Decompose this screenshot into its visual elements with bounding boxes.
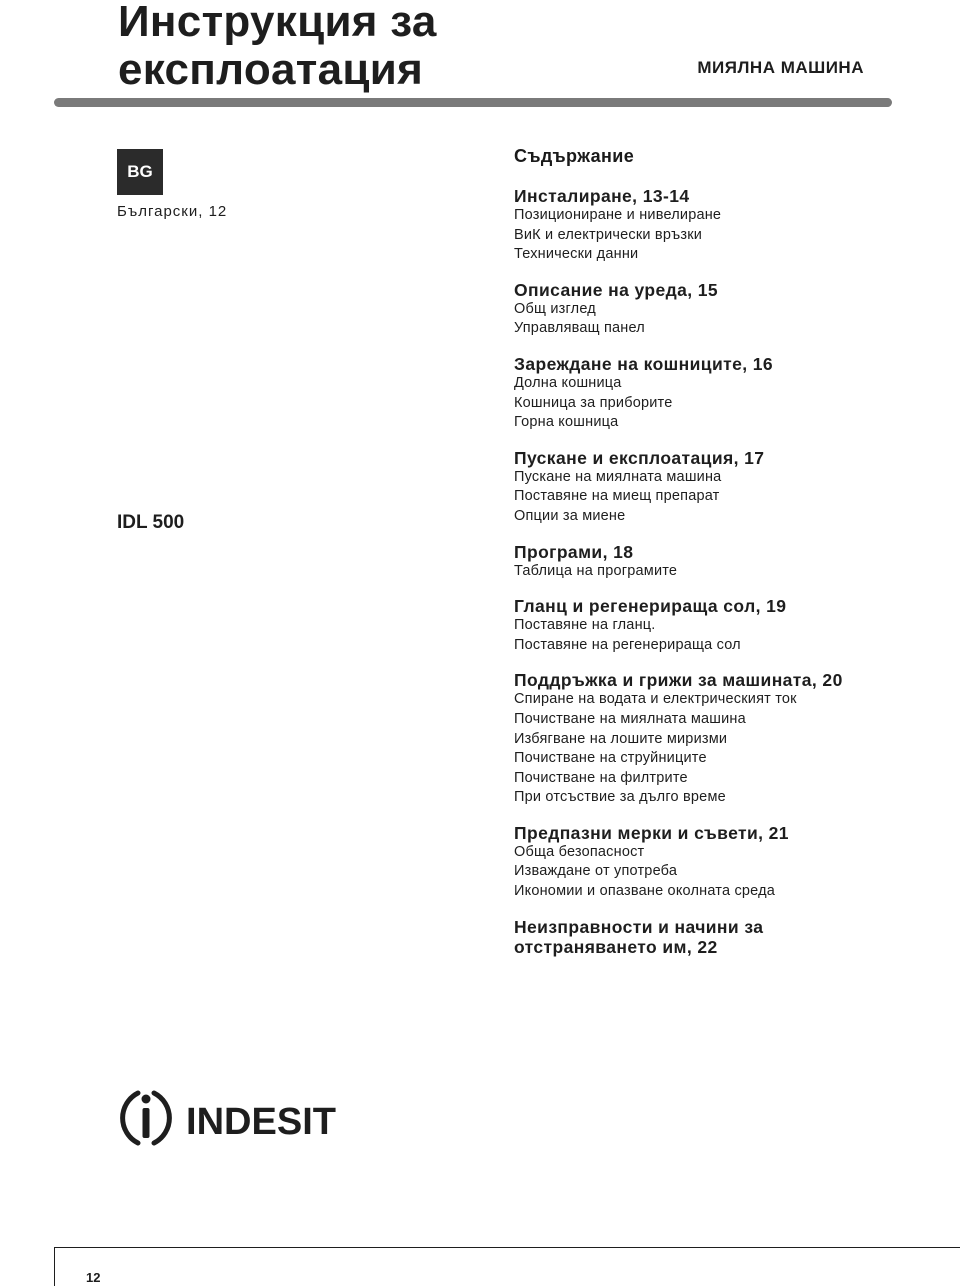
toc-item: ВиК и електрически връзки (514, 226, 703, 243)
toc-item: Горна кошница (514, 414, 619, 431)
toc-section-title (514, 448, 934, 468)
toc-section (514, 354, 934, 433)
toc-section-title-line: Предпазни мерки и съвети, 21 (514, 822, 789, 843)
toc-section-title-line: отстраняването им, 22 (514, 936, 718, 957)
toc-section-title-line: Зареждане на кошниците, 16 (514, 353, 774, 374)
toc-sections (514, 186, 934, 957)
toc-section (514, 917, 934, 957)
toc-item: Почистване на филтрите (514, 769, 688, 786)
toc-section-title (514, 917, 934, 957)
toc-section-title (514, 823, 934, 843)
toc-section-title-line: Описание на уреда, 15 (514, 279, 719, 300)
toc-item: Пускане на миялната машина (514, 468, 722, 485)
indesit-i-logo-icon (123, 1093, 170, 1143)
toc-item: Изваждане от употреба (514, 863, 678, 880)
toc-item: Кошница за приборите (514, 394, 673, 411)
header-divider (54, 98, 892, 107)
toc-item: Позициониране и нивелиране (514, 207, 722, 223)
toc-section (514, 280, 934, 339)
document-title-line-2: експлоатация (118, 45, 424, 94)
toc-item: Почистване на струйниците (514, 750, 707, 767)
toc-section (514, 186, 934, 265)
toc-item: Таблица на програмите (514, 562, 678, 579)
toc-section-title-line: Неизправности и начини за (514, 916, 764, 937)
toc-section-title (514, 542, 934, 562)
toc-section-title-line: Гланц и регенерираща сол, 19 (514, 596, 787, 617)
toc-item: Поставяне на миещ препарат (514, 488, 720, 505)
toc-item: Общ изглед (514, 300, 596, 317)
toc-section (514, 542, 934, 582)
table-of-contents (514, 146, 934, 972)
toc-item: Управляващ панел (514, 320, 645, 337)
toc-heading: Съдържание (514, 146, 635, 166)
toc-section (514, 823, 934, 902)
page-number: 12 (86, 1270, 101, 1285)
toc-section-title (514, 186, 934, 206)
document-title-line-1: Инструкция за (118, 0, 437, 46)
document-title (118, 0, 437, 94)
toc-item: Обща безопасност (514, 843, 645, 860)
toc-section-title-line: Поддръжка и грижи за машината, 20 (514, 670, 843, 691)
language-reference: Български, 12 (117, 203, 228, 220)
toc-item: Почистване на миялната машина (514, 710, 746, 727)
toc-section (514, 596, 934, 655)
toc-item: Технически данни (514, 246, 639, 263)
toc-item: Опции за миене (514, 507, 626, 524)
language-badge: BG (117, 149, 163, 195)
indesit-logo (116, 1086, 340, 1150)
toc-section-title-line: Инсталиране, 13-14 (514, 186, 690, 206)
toc-item: Поставяне на гланц. (514, 617, 656, 634)
brand-wordmark: INDESIT (186, 1101, 336, 1143)
toc-item: При отсъствие за дълго време (514, 789, 726, 806)
footer-tick (54, 1247, 55, 1286)
toc-section-title (514, 354, 934, 374)
toc-item: Икономии и опазване околната среда (514, 883, 776, 900)
toc-section-title-line: Програми, 18 (514, 541, 634, 562)
toc-section-title-line: Пускане и експлоатация, 17 (514, 447, 765, 468)
model-name: IDL 500 (117, 512, 185, 533)
toc-section-title (514, 670, 934, 690)
toc-section (514, 670, 934, 808)
toc-item: Спиране на водата и електрическият ток (514, 691, 797, 708)
footer-divider (54, 1247, 960, 1248)
toc-item: Избягване на лошите миризми (514, 730, 728, 747)
toc-item: Долна кошница (514, 374, 622, 391)
toc-item: Поставяне на регенерираща сол (514, 636, 741, 653)
toc-section (514, 448, 934, 527)
product-type: МИЯЛНА МАШИНА (697, 58, 864, 77)
toc-section-title (514, 596, 934, 616)
toc-section-title (514, 280, 934, 300)
